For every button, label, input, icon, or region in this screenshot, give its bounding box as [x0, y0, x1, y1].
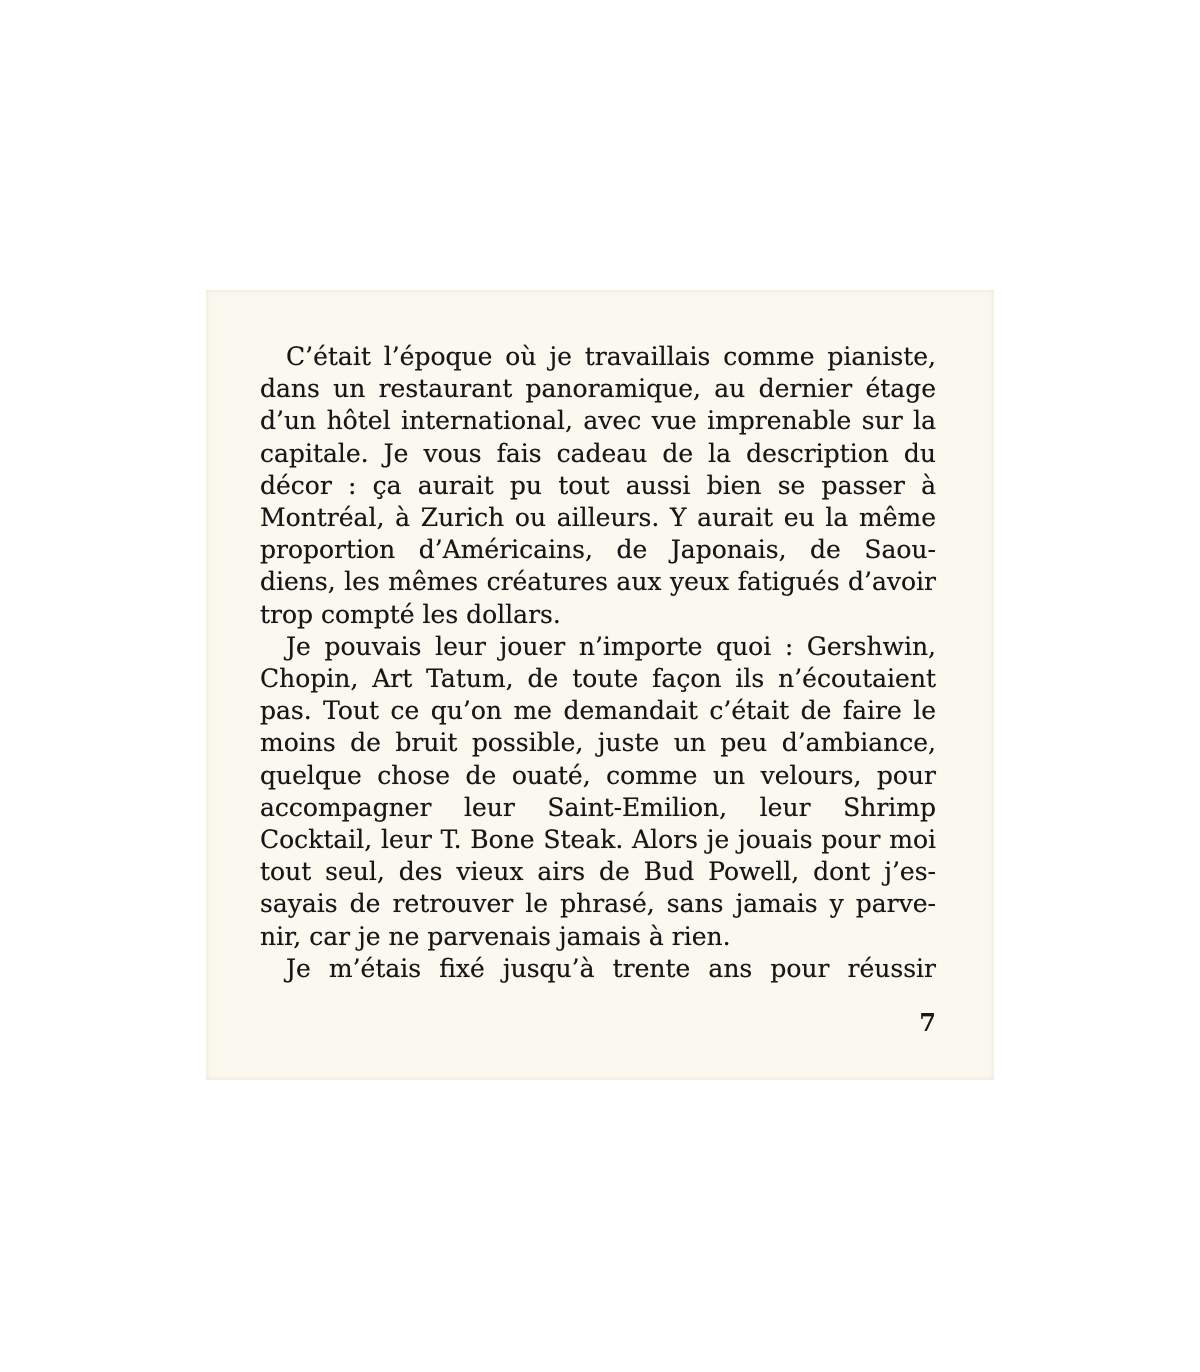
text-line: d’un hôtel international, avec vue imprenable sur la [260, 406, 936, 436]
text-line: dans un restaurant panoramique, au dernier étage [260, 374, 936, 404]
text-line: capitale. Je vous fais cadeau de la description du [260, 438, 936, 468]
text-line: Je pouvais leur jouer n’importe quoi : Gershwin, [286, 631, 936, 661]
text-line: décor : ça aurait pu tout aussi bien se passer à [260, 470, 936, 500]
text-line: moins de bruit possible, juste un peu d’ambiance, [260, 728, 936, 758]
page-number: 7 [919, 1008, 936, 1037]
text-line: Cocktail, leur T. Bone Steak. Alors je jouais pour moi [260, 825, 936, 855]
text-line: accompagner leur Saint-Emilion, leur Shrimp [260, 792, 936, 822]
text-line: Montréal, à Zurich ou ailleurs. Y aurait eu la même [260, 503, 936, 533]
text-line: Je m’étais fixé jusqu’à trente ans pour réussir [286, 953, 936, 983]
text-line: C’était l’époque où je travaillais comme pianiste, [286, 342, 936, 371]
text-line: Chopin, Art Tatum, de toute façon ils n’écoutaient [260, 664, 936, 694]
text-line: trop compté les dollars. [260, 599, 561, 629]
text-line: nir, car je ne parvenais jamais à rien. [260, 921, 731, 951]
text-line: quelque chose de ouaté, comme un velours, pour [260, 760, 936, 790]
text-line: proportion d’Américains, de Japonais, de Saou- [260, 535, 936, 565]
text-line: tout seul, des vieux airs de Bud Powell, dont j’es- [260, 857, 936, 887]
text-line: sayais de retrouver le phrasé, sans jamais y parve- [260, 889, 936, 919]
paragraph-1 [260, 341, 936, 631]
paragraph-3 [260, 953, 936, 985]
paragraph-2 [260, 631, 936, 953]
body-text [260, 341, 936, 985]
text-line: diens, les mêmes créatures aux yeux fatigués d’avoir [260, 567, 936, 597]
book-page [206, 290, 994, 1080]
text-line: pas. Tout ce qu’on me demandait c’était de faire le [260, 696, 936, 726]
